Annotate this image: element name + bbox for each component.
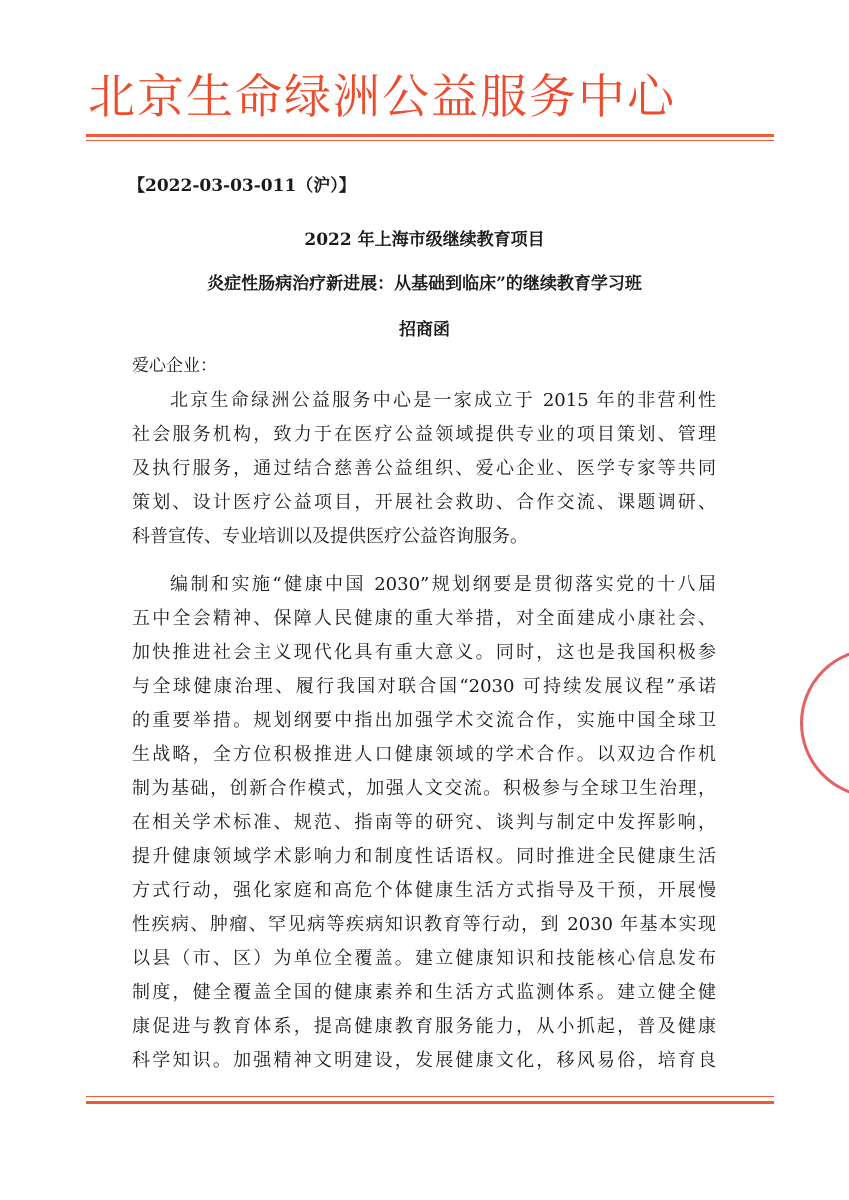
- official-seal-stamp: [800, 648, 849, 798]
- paragraph-2-line: 的重要举措。规划纲要中指出加强学术交流合作，实施中国全球卫: [132, 710, 716, 731]
- document-title-line3: 招商函: [399, 320, 450, 340]
- paragraph-2-line: 科学知识。加强精神文明建设，发展健康文化，移风易俗，培育良: [132, 1050, 716, 1071]
- paragraph-1-line: 科普宣传、专业培训以及提供医疗公益咨询服务。: [132, 526, 528, 547]
- paragraph-1-line: 及执行服务，通过结合慈善公益组织、爱心企业、医学专家等共同: [132, 458, 716, 479]
- letterhead-rule-top: [86, 134, 774, 137]
- paragraph-2-line: 编制和实施“健康中国 2030”规划纲要是贯彻落实党的十八届: [170, 574, 716, 595]
- paragraph-2-line: 制为基础，创新合作模式，加强人文交流。积极参与全球卫生治理，: [132, 778, 716, 799]
- paragraph-2-line: 在相关学术标准、规范、指南等的研究、谈判与制定中发挥影响，: [132, 812, 716, 833]
- footer-rule-bottom: [86, 1101, 774, 1104]
- paragraph-2-line: 生战略，全方位积极推进人口健康领域的学术合作。以双边合作机: [132, 744, 716, 765]
- paragraph-2-line: 制度，健全覆盖全国的健康素养和生活方式监测体系。建立健全健: [132, 982, 716, 1003]
- paragraph-2-line: 康促进与教育体系，提高健康教育服务能力，从小抓起，普及健康: [132, 1016, 716, 1037]
- paragraph-2-line: 加快推进社会主义现代化具有重大意义。同时，这也是我国积极参: [132, 642, 716, 663]
- paragraph-2-line: 性疾病、肿瘤、罕见病等疾病知识教育等行动，到 2030 年基本实现: [132, 914, 716, 935]
- letterhead-rule-bottom: [86, 140, 774, 141]
- paragraph-2-line: 与全球健康治理、履行我国对联合国“2030 可持续发展议程”承诺: [132, 676, 716, 697]
- paragraph-1-line: 策划、设计医疗公益项目，开展社会救助、合作交流、课题调研、: [132, 492, 716, 513]
- letterhead-org-name: 北京生命绿洲公益服务中心: [88, 70, 676, 125]
- document-title-line2: 炎症性肠病治疗新进展：从基础到临床”的继续教育学习班: [207, 274, 642, 294]
- paragraph-2-line: 五中全会精神、保障人民健康的重大举措，对全面建成小康社会、: [132, 608, 716, 629]
- paragraph-2-line: 方式行动，强化家庭和高危个体健康生活方式指导及干预，开展慢: [132, 880, 716, 901]
- document-title-line1: 2022 年上海市级继续教育项目: [304, 230, 545, 250]
- salutation: 爱心企业：: [132, 356, 217, 376]
- paragraph-1-line: 社会服务机构，致力于在医疗公益领域提供专业的项目策划、管理: [132, 424, 716, 445]
- footer-rule-top: [86, 1096, 774, 1097]
- paragraph-1-line: 北京生命绿洲公益服务中心是一家成立于 2015 年的非营利性: [170, 390, 716, 411]
- document-number: 【2022-03-03-011（沪）】: [128, 176, 356, 196]
- paragraph-2-line: 提升健康领域学术影响力和制度性话语权。同时推进全民健康生活: [132, 846, 716, 867]
- paragraph-2-line: 以县（市、区）为单位全覆盖。建立健康知识和技能核心信息发布: [132, 948, 716, 969]
